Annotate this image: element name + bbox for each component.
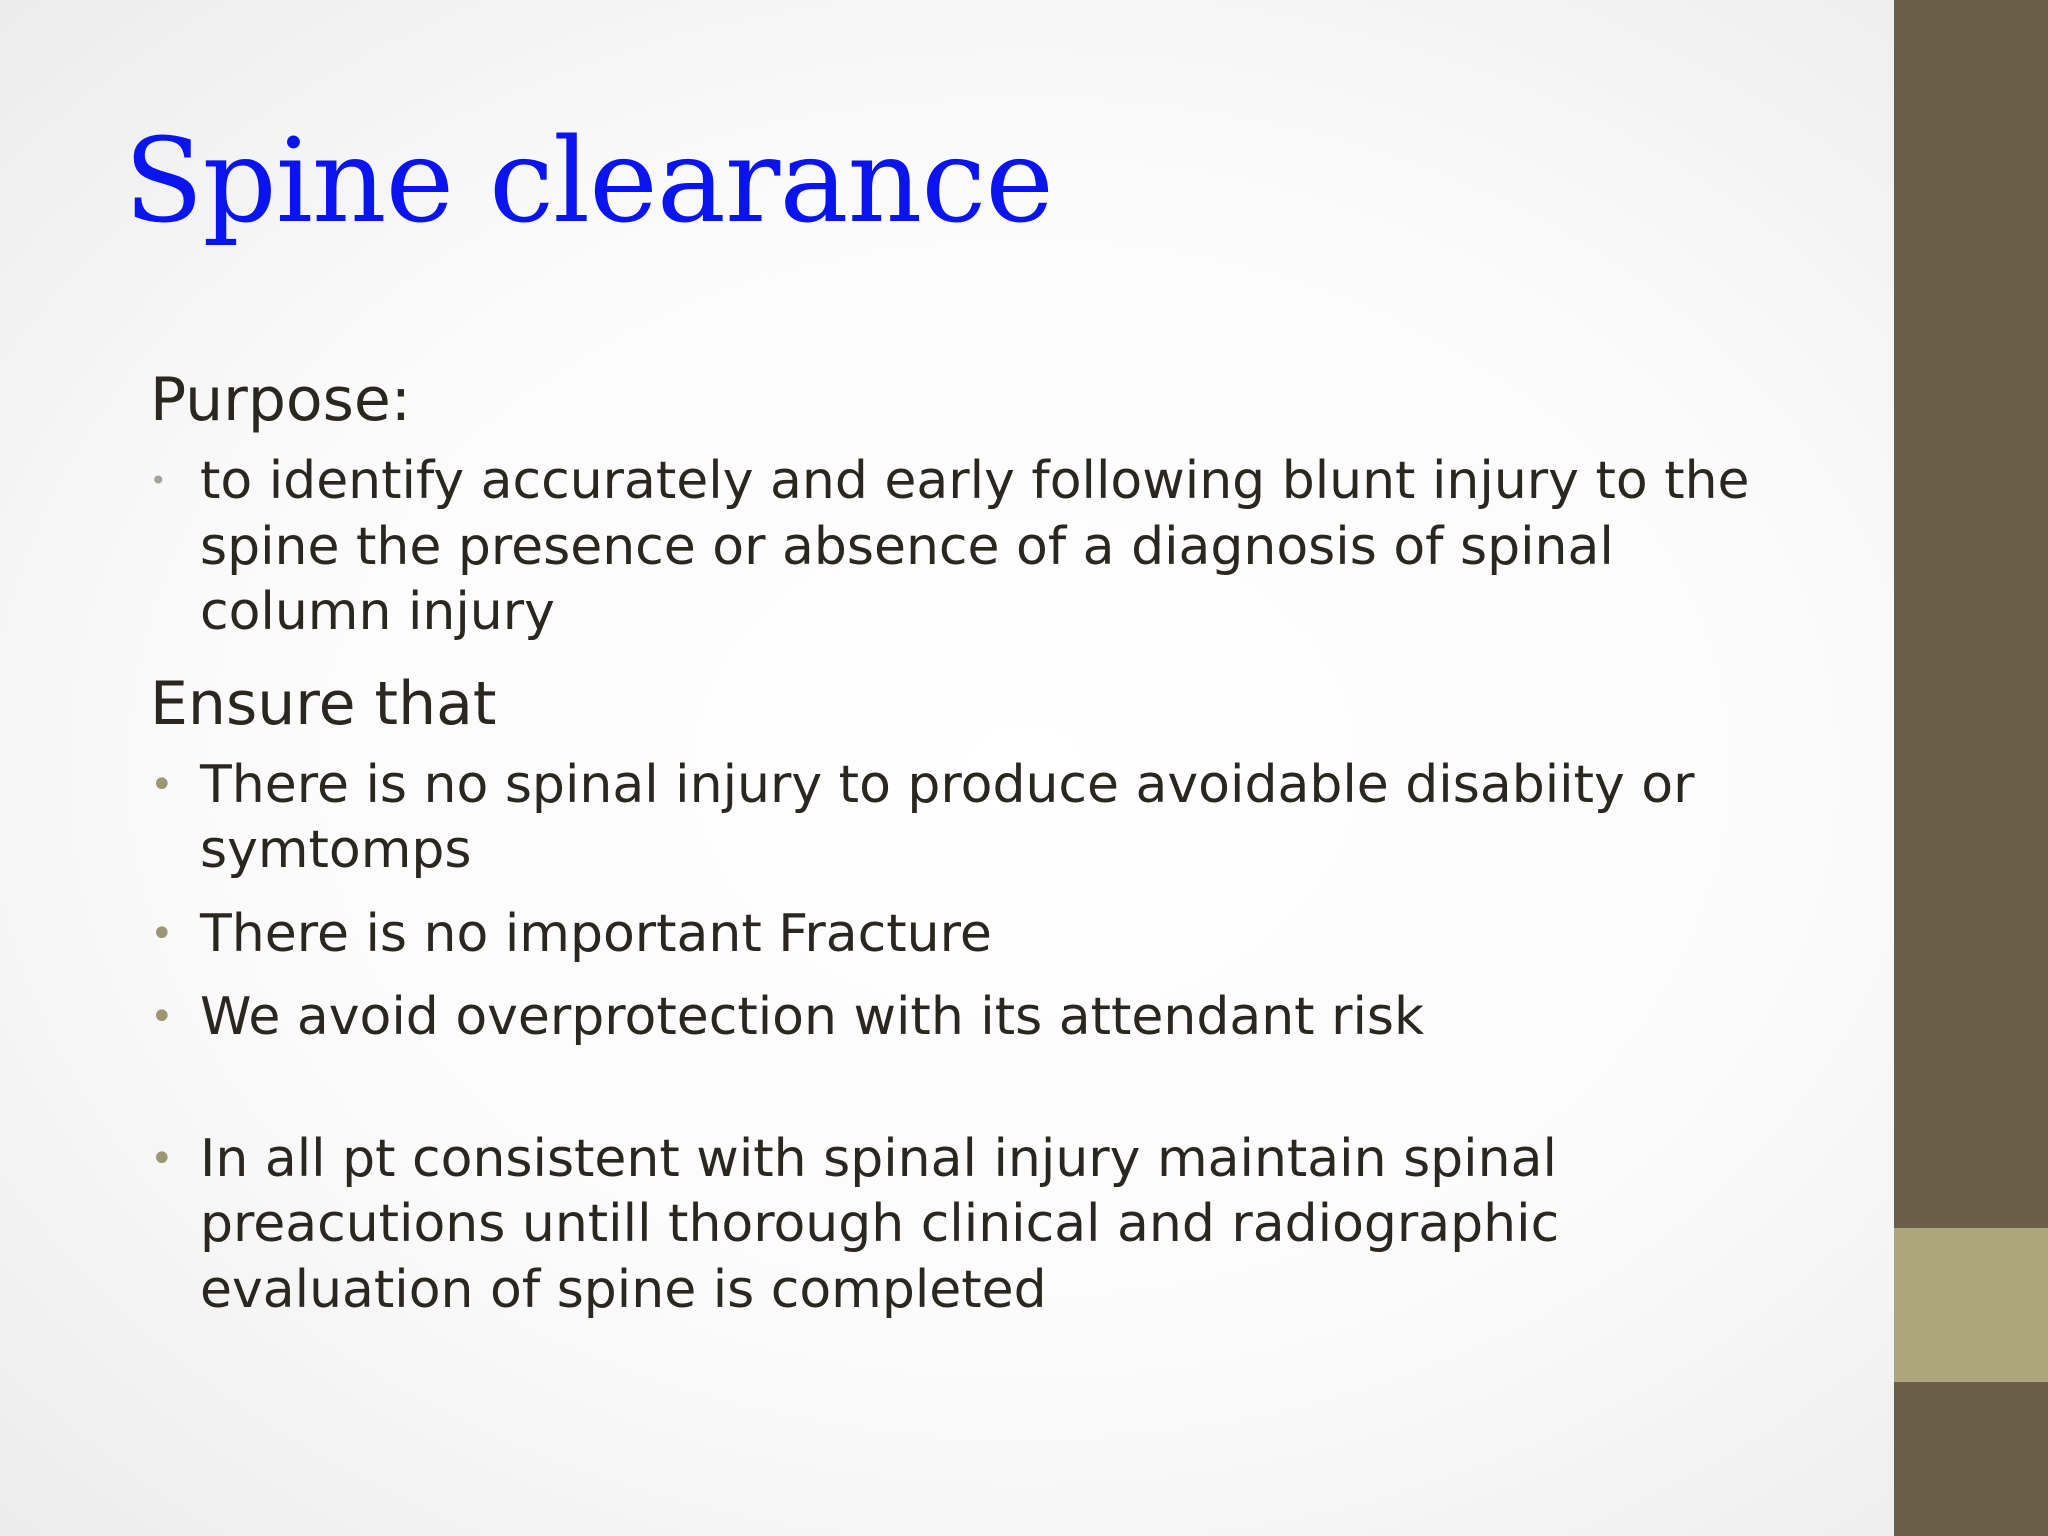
bullet-text: There is no important Fracture [200, 903, 992, 964]
bullet-icon: • [150, 910, 174, 957]
sidebar-decoration [1894, 0, 2048, 1536]
list-item [150, 1127, 1790, 1324]
list-item [150, 449, 1790, 646]
list-item [150, 985, 1790, 1051]
bullet-icon: • [150, 1135, 174, 1182]
slide-title: Spine clearance [124, 114, 1053, 249]
bullet-text: We avoid overprotection with its attendant risk [200, 987, 1425, 1048]
ensure-list [150, 753, 1790, 1051]
purpose-heading: Purpose: [150, 365, 412, 435]
list-item [150, 902, 1790, 968]
slide-content [150, 366, 1790, 1341]
bullet-icon: • [150, 761, 174, 808]
final-list [150, 1127, 1790, 1324]
sidebar-accent-block [1894, 1228, 2048, 1382]
list-item [150, 753, 1790, 884]
bullet-icon: • [150, 994, 174, 1041]
ensure-heading: Ensure that [150, 668, 497, 739]
bullet-text: There is no spinal injury to produce avoidable disabiity or symtomps [200, 754, 1695, 881]
purpose-list [150, 449, 1790, 646]
bullet-text: In all pt consistent with spinal injury maintain spinal preacutions untill thorough clinical and radiographic evaluation of spine is completed [200, 1128, 1560, 1320]
bullet-icon: • [150, 464, 167, 497]
bullet-text: to identify accurately and early following blunt injury to the spine the presence or absence of a diagnosis of spinal column injury [200, 451, 1750, 643]
